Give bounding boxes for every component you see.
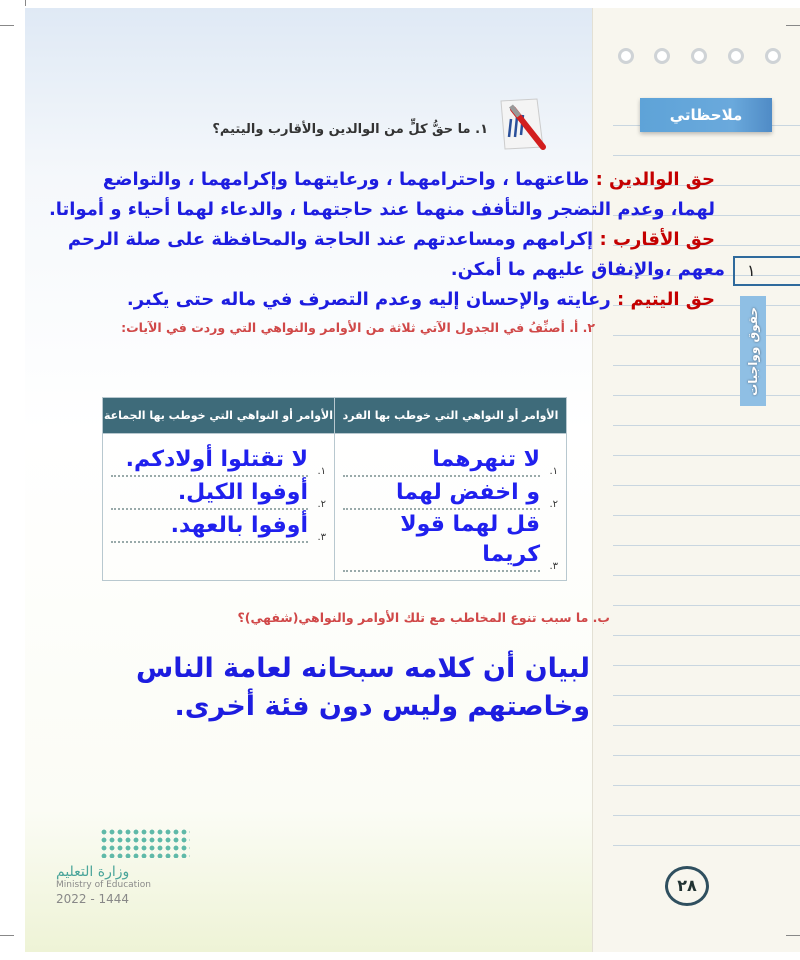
item-answer: و اخفض لهما xyxy=(343,478,540,510)
ministry-name-en: Ministry of Education xyxy=(56,880,151,890)
notes-column xyxy=(592,8,800,952)
item-answer: أوفوا بالعهد. xyxy=(111,511,308,543)
binder-hole xyxy=(691,48,707,64)
answer-line xyxy=(55,165,715,195)
unit-title: حقوق وواجبات xyxy=(746,306,760,396)
item-number: ٢. xyxy=(549,499,558,510)
header-individual: الأوامر أو النواهي التي خوطب بها الفرد xyxy=(335,398,567,434)
binder-hole xyxy=(618,48,634,64)
answer-line xyxy=(55,285,715,315)
edition-year: 2022 - 1444 xyxy=(56,892,130,906)
crop-mark xyxy=(786,25,800,26)
answer-label: حق اليتيم : xyxy=(616,289,715,310)
table-row xyxy=(111,444,326,477)
item-answer: لا تقتلوا أولادكم. xyxy=(111,445,308,477)
question-2b: ب. ما سبب تنوع المخاطب مع تلك الأوامر والنواهي(شفهي)؟ xyxy=(237,610,610,625)
crop-mark xyxy=(25,0,26,6)
item-number: ١. xyxy=(549,466,558,477)
table-row xyxy=(343,444,558,477)
answer-text: إكرامهم ومساعدتهم عند الحاجة والمحافظة على صلة الرحم xyxy=(67,229,600,250)
pen-answer-icon xyxy=(497,97,547,152)
item-answer: أوفوا الكيل. xyxy=(111,478,308,510)
unit-number: ١ xyxy=(733,256,800,286)
unit-title-tab xyxy=(740,296,766,406)
answer-text: طاعتهما ، واحترامهما ، ورعايتهما وإكرامهما ، والتواضع xyxy=(102,169,596,190)
table-row xyxy=(111,477,326,510)
binder-hole xyxy=(654,48,670,64)
ministry-logo xyxy=(56,828,196,906)
item-answer: قل لهما قولا كريما xyxy=(343,510,540,572)
answer-2b: لبيان أن كلامه سبحانه لعامة الناس وخاصتهم وليس دون فئة أخرى. xyxy=(135,653,590,722)
table-row xyxy=(343,477,558,510)
group-cell xyxy=(103,434,335,581)
binder-hole xyxy=(765,48,781,64)
answer-line xyxy=(65,255,725,285)
answer-text: لهما، وعدم التضجر والتأفف منهما عند حاجتهما ، والدعاء لهما أحياء و أمواتا. xyxy=(48,199,715,220)
answer-line xyxy=(48,195,715,225)
question-1: ١. ما حقُّ كلٍّ من الوالدين والأقارب واليتيم؟ xyxy=(212,122,488,137)
table-row xyxy=(343,510,558,572)
header-group: الأوامر أو النواهي التي خوطب بها الجماعة xyxy=(103,398,335,434)
item-number: ٣. xyxy=(317,532,326,543)
ministry-name-ar: وزارة التعليم xyxy=(56,864,130,880)
question-2a: ٢. أ. أصنِّفُ في الجدول الآتي ثلاثة من الأوامر والنواهي التي وردت في الآيات: xyxy=(121,320,595,335)
notes-title: ملاحظاتي xyxy=(640,98,772,132)
item-number: ٣. xyxy=(549,561,558,572)
answer-text: رعايته والإحسان إليه وعدم التصرف في ماله حتى يكبر. xyxy=(126,289,617,310)
answer-label: حق الأقارب : xyxy=(599,229,715,250)
crop-mark xyxy=(0,935,14,936)
answer-line xyxy=(55,225,715,255)
crop-mark xyxy=(0,25,14,26)
item-answer: لا تنهرهما xyxy=(343,445,540,477)
individual-cell xyxy=(335,434,567,581)
item-number: ٢. xyxy=(317,499,326,510)
answer-label: حق الوالدين : xyxy=(595,169,715,190)
crop-mark xyxy=(786,935,800,936)
classification-table xyxy=(102,397,567,581)
item-number: ١. xyxy=(317,466,326,477)
binder-hole xyxy=(728,48,744,64)
page-number: ٢٨ xyxy=(665,866,709,906)
logo-dots-icon xyxy=(100,828,190,858)
answer-text: معهم ،والإنفاق عليهم ما أمكن. xyxy=(450,259,725,280)
table-row xyxy=(111,510,326,543)
